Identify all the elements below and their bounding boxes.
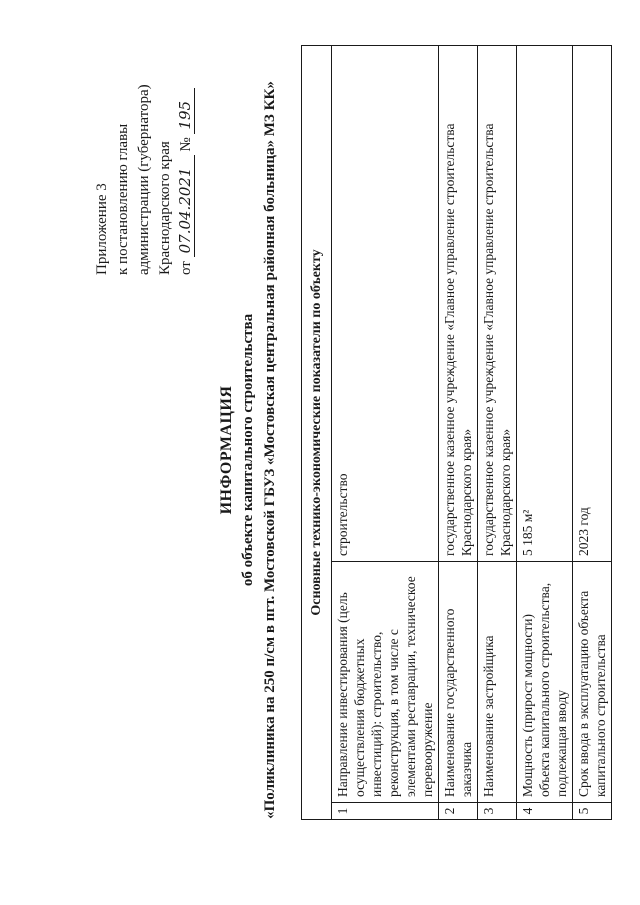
row-number: 2 — [439, 803, 478, 820]
appendix-line-1: Приложение 3 — [94, 183, 110, 275]
indicators-table — [301, 45, 612, 820]
row-number: 3 — [478, 803, 517, 820]
row-indicator: Наименование государственного заказчика — [439, 562, 478, 803]
row-value: 2023 год — [573, 46, 612, 562]
handwritten-number: 195 — [176, 88, 195, 134]
appendix-date-line — [176, 84, 197, 275]
row-value: строительство — [332, 46, 439, 562]
row-value: государственное казенное учреждение «Главное управление строительства Краснодарского края» — [478, 46, 517, 562]
row-number: 1 — [332, 803, 439, 820]
appendix-note — [92, 84, 197, 275]
table-header: Основные технико-экономические показатели по объекту — [302, 46, 332, 820]
appendix-line-4: Краснодарского края — [157, 141, 173, 275]
row-value: государственное казенное учреждение «Главное управление строительства Краснодарского края» — [439, 46, 478, 562]
object-name: «Поликлиника на 250 п/см в пгт. Мостовской ГБУЗ «Мостовская центральная районная больница» МЗ КК» — [262, 81, 278, 819]
document-subtitle: об объекте капитального строительства — [240, 313, 256, 587]
row-indicator: Направление инвестирования (цель осуществления бюджетных инвестиций): строительство, реконструкция, в том числе с элементами реставрации, техническое перевооружение — [332, 562, 439, 803]
row-indicator: Мощность (прирост мощности) объекта капитального строительства, подлежащая вводу — [517, 562, 573, 803]
appendix-line-3: администрации (губернатора) — [136, 84, 152, 275]
appendix-line-2: к постановлению главы — [115, 123, 131, 275]
number-prefix: № — [178, 137, 194, 152]
handwritten-date: 07.04.2021 — [176, 155, 195, 257]
row-number: 4 — [517, 803, 573, 820]
table-row — [517, 46, 573, 820]
table-header-row — [302, 46, 332, 820]
document-title: ИНФОРМАЦИЯ — [218, 385, 235, 515]
table-row — [332, 46, 439, 820]
row-indicator: Наименование застройщика — [478, 562, 517, 803]
row-value: 5 185 м² — [517, 46, 573, 562]
row-number: 5 — [573, 803, 612, 820]
date-prefix: от — [178, 261, 194, 275]
table-row — [439, 46, 478, 820]
row-indicator: Срок ввода в эксплуатацию объекта капитального строительства — [573, 562, 612, 803]
table-row — [478, 46, 517, 820]
table-row — [573, 46, 612, 820]
